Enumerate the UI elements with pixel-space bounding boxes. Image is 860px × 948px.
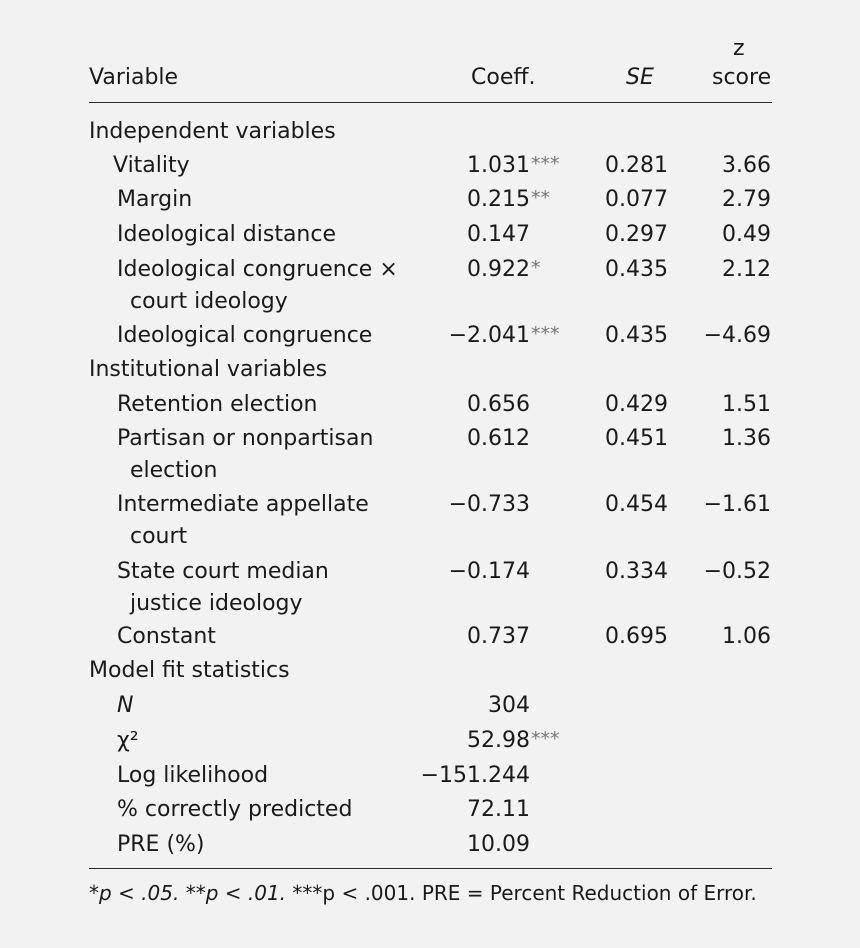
row-label: Intermediate appellate bbox=[117, 492, 369, 517]
z-score-value: −4.69 bbox=[703, 323, 771, 348]
footnote-star-1: * bbox=[89, 881, 99, 905]
coeff-value: 10.09 bbox=[467, 832, 530, 857]
coeff-value: −151.244 bbox=[420, 763, 530, 788]
z-score-value: 1.06 bbox=[722, 624, 771, 649]
footnote-p-01: p < .01. bbox=[205, 881, 293, 905]
row-label: Log likelihood bbox=[117, 763, 269, 788]
significance-stars: ** bbox=[531, 187, 550, 209]
row-label: Ideological congruence bbox=[117, 323, 373, 348]
header-z-line1: z bbox=[733, 36, 745, 61]
coeff-value: 52.98 bbox=[467, 728, 530, 753]
z-score-value: −0.52 bbox=[703, 559, 771, 584]
coeff-value: 0.656 bbox=[467, 392, 530, 417]
coeff-value: 0.215 bbox=[467, 187, 530, 212]
coeff-value: −0.733 bbox=[448, 492, 530, 517]
se-value: 0.297 bbox=[605, 222, 668, 247]
coeff-value: 0.612 bbox=[467, 426, 530, 451]
se-value: 0.695 bbox=[605, 624, 668, 649]
section-heading: Independent variables bbox=[89, 119, 336, 144]
row-label: Vitality bbox=[113, 153, 190, 178]
header-coeff: Coeff. bbox=[471, 65, 536, 90]
se-value: 0.435 bbox=[605, 257, 668, 282]
row-label: Margin bbox=[117, 187, 193, 212]
section-heading: Institutional variables bbox=[89, 357, 328, 382]
coeff-value: 0.737 bbox=[467, 624, 530, 649]
row-label: Partisan or nonpartisan bbox=[117, 426, 374, 451]
coeff-value: 0.922 bbox=[467, 257, 530, 282]
header-variable: Variable bbox=[89, 65, 179, 90]
row-label-continued: court bbox=[130, 524, 188, 549]
header-se: SE bbox=[626, 65, 654, 90]
coeff-value: −0.174 bbox=[448, 559, 530, 584]
header-z-line2: score bbox=[712, 65, 772, 90]
z-score-value: −1.61 bbox=[703, 492, 771, 517]
row-label: Ideological distance bbox=[117, 222, 337, 247]
coeff-value: −2.041 bbox=[448, 323, 530, 348]
section-heading: Model fit statistics bbox=[89, 658, 290, 683]
z-score-value: 2.12 bbox=[722, 257, 771, 282]
se-value: 0.281 bbox=[605, 153, 668, 178]
row-label: % correctly predicted bbox=[117, 797, 353, 822]
z-score-value: 0.49 bbox=[722, 222, 771, 247]
row-label: Ideological congruence × bbox=[117, 257, 398, 282]
se-value: 0.334 bbox=[605, 559, 668, 584]
row-label: χ² bbox=[117, 728, 139, 753]
row-label: Retention election bbox=[117, 392, 318, 417]
bottom-rule bbox=[89, 868, 772, 869]
header-rule bbox=[89, 102, 772, 103]
se-value: 0.077 bbox=[605, 187, 668, 212]
row-label: State court median bbox=[117, 559, 329, 584]
footnote-star-3: *** bbox=[292, 881, 323, 905]
z-score-value: 1.36 bbox=[722, 426, 771, 451]
footnote-star-2: ** bbox=[185, 881, 206, 905]
significance-stars: *** bbox=[531, 728, 560, 750]
row-label-continued: election bbox=[130, 458, 218, 483]
row-label-continued: court ideology bbox=[130, 289, 288, 314]
se-value: 0.435 bbox=[605, 323, 668, 348]
coeff-value: 0.147 bbox=[467, 222, 530, 247]
coeff-value: 72.11 bbox=[467, 797, 530, 822]
row-label-continued: justice ideology bbox=[130, 591, 303, 616]
se-value: 0.454 bbox=[605, 492, 668, 517]
row-label: Constant bbox=[117, 624, 216, 649]
coeff-value: 304 bbox=[488, 693, 530, 718]
footnote-p-001: p < .001. PRE = Percent Reduction of Error. bbox=[322, 881, 757, 905]
z-score-value: 2.79 bbox=[722, 187, 771, 212]
se-value: 0.451 bbox=[605, 426, 668, 451]
z-score-value: 3.66 bbox=[722, 153, 771, 178]
footnote bbox=[89, 880, 757, 906]
row-label: PRE (%) bbox=[117, 832, 205, 857]
z-score-value: 1.51 bbox=[722, 392, 771, 417]
significance-stars: * bbox=[531, 257, 541, 279]
se-value: 0.429 bbox=[605, 392, 668, 417]
row-label: N bbox=[117, 693, 134, 718]
footnote-p-05: p < .05. bbox=[99, 881, 186, 905]
significance-stars: *** bbox=[531, 323, 560, 345]
significance-stars: *** bbox=[531, 153, 560, 175]
coeff-value: 1.031 bbox=[467, 153, 530, 178]
